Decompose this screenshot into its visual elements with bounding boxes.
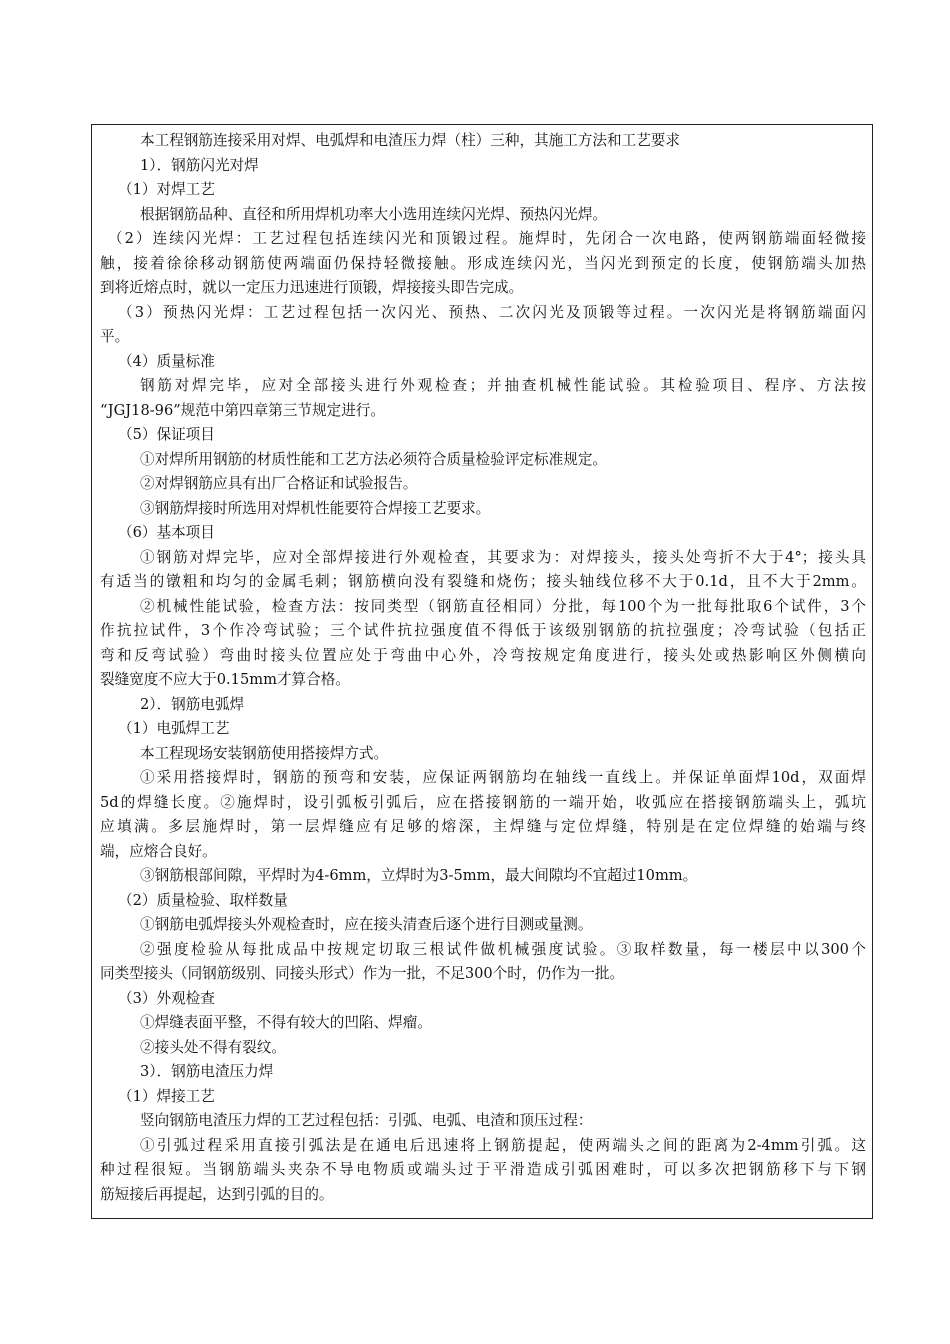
text-line: 端，应熔合良好。 — [100, 842, 217, 860]
text-line: 触，接着徐徐移动钢筋使两端面仍保持轻微接触。形成连续闪光，当闪光到预定的长度，使钢筋端头加热 — [100, 254, 866, 272]
list-item: ②接头处不得有裂纹。 — [140, 1038, 286, 1056]
list-item: ①对焊所用钢筋的材质性能和工艺方法必须符合质量检验评定标准规定。 — [140, 450, 608, 468]
list-item: ①引弧过程采用直接引弧法是在通电后迅速将上钢筋提起，使两端头之间的距离为2-4mm引弧。这 — [140, 1136, 866, 1154]
text-line: 竖向钢筋电渣压力焊的工艺过程包括：引弧、电弧、电渣和顶压过程： — [140, 1112, 593, 1129]
subsection-heading: （3）外观检查 — [118, 989, 215, 1007]
text-line: 同类型接头（同钢筋级别、同接头形式）作为一批，不足300个时，仍作为一批。 — [100, 965, 625, 982]
list-item: ②强度检验从每批成品中按规定切取三根试件做机械强度试验。③取样数量，每一楼层中以300个 — [140, 940, 866, 958]
text-line: 有适当的镦粗和均匀的金属毛刺；钢筋横向没有裂缝和烧伤；接头轴线位移不大于0.1d，且不大于2mm。 — [100, 573, 866, 590]
text-line: 本工程现场安装钢筋使用搭接焊方式。 — [140, 744, 389, 762]
text-line: 弯和反弯试验）弯曲时接头位置应处于弯曲中心外，冷弯按规定角度进行，接头处或热影响区外侧横向 — [100, 646, 866, 664]
list-item: ②机械性能试验，检查方法：按同类型（钢筋直径相同）分批，每100个为一批每批取6个试件，3个 — [140, 597, 866, 615]
subsection-heading: （1）对焊工艺 — [118, 181, 215, 198]
text-line: 5d的焊缝长度。②施焊时，设引弧板引弧后，应在搭接钢筋的一端开始，收弧应在搭接钢筋端头上，弧坑 — [100, 793, 866, 811]
subsection-heading: （2）质量检验、取样数量 — [118, 891, 288, 909]
text-line: （3）预热闪光焊：工艺过程包括一次闪光、预热、二次闪光及顶锻等过程。一次闪光是将钢筋端面闪 — [118, 303, 866, 321]
list-item: ③钢筋根部间隙，平焊时为4-6mm，立焊时为3-5mm，最大间隙均不宜超过10mm。 — [140, 867, 698, 884]
text-line: 应填满。多层施焊时，第一层焊缝应有足够的熔深，主焊缝与定位焊缝，特别是在定位焊缝的始端与终 — [100, 818, 866, 835]
subsection-heading: （6）基本项目 — [118, 524, 215, 541]
text-line: 到将近熔点时，就以一定压力迅速进行顶锻，焊接接头即告完成。 — [100, 279, 524, 296]
section-heading: 3）．钢筋电渣压力焊 — [140, 1063, 274, 1080]
list-item: ①钢筋对焊完毕，应对全部焊接进行外观检查，其要求为：对焊接头，接头处弯折不大于4°；接头具 — [140, 548, 866, 566]
text-line: “JGJ18-96”规范中第四章第三节规定进行。 — [100, 401, 385, 419]
section-heading: 1）．钢筋闪光对焊 — [140, 156, 259, 174]
text-line: 种过程很短。当钢筋端头夹杂不导电物质或端头过于平滑造成引弧困难时，可以多次把钢筋移下与下钢 — [100, 1161, 866, 1178]
list-item: ①采用搭接焊时，钢筋的预弯和安装，应保证两钢筋均在轴线一直线上。并保证单面焊10d，双面焊 — [140, 769, 866, 786]
text-line: 钢筋对焊完毕，应对全部接头进行外观检查；并抽查机械性能试验。其检验项目、程序、方法按 — [140, 377, 866, 394]
list-item: ②对焊钢筋应具有出厂合格证和试验报告。 — [140, 475, 418, 492]
subsection-heading: （1）电弧焊工艺 — [118, 720, 230, 737]
text-line: 作抗拉试件，3个作冷弯试验；三个试件抗拉强度值不得低于该级别钢筋的抗拉强度；冷弯试验（包括正 — [100, 622, 866, 639]
document-frame — [91, 124, 873, 1219]
text-line: 平。 — [100, 328, 130, 345]
text-line: 本工程钢筋连接采用对焊、电弧焊和电渣压力焊（柱）三种，其施工方法和工艺要求 — [140, 132, 680, 149]
text-line: 筋短接后再提起，达到引弧的目的。 — [100, 1185, 334, 1203]
list-item: ③钢筋焊接时所选用对焊机性能要符合焊接工艺要求。 — [140, 499, 491, 517]
text-line: （2）连续闪光焊：工艺过程包括连续闪光和顶锻过程。施焊时，先闭合一次电路，使两钢筋端面轻微接 — [108, 230, 866, 247]
section-heading: 2）．钢筋电弧焊 — [140, 695, 245, 713]
list-item: ①焊缝表面平整，不得有较大的凹陷、焊瘤。 — [140, 1014, 432, 1031]
subsection-heading: （4）质量标准 — [118, 352, 215, 370]
subsection-heading: （1）焊接工艺 — [118, 1087, 215, 1105]
list-item: ①钢筋电弧焊接头外观检查时，应在接头清查后逐个进行目测或量测。 — [140, 916, 593, 933]
subsection-heading: （5）保证项目 — [118, 426, 215, 443]
text-line: 根据钢筋品种、直径和所用焊机功率大小选用连续闪光焊、预热闪光焊。 — [140, 205, 608, 223]
text-line: 裂缝宽度不应大于0.15mm才算合格。 — [100, 671, 350, 688]
